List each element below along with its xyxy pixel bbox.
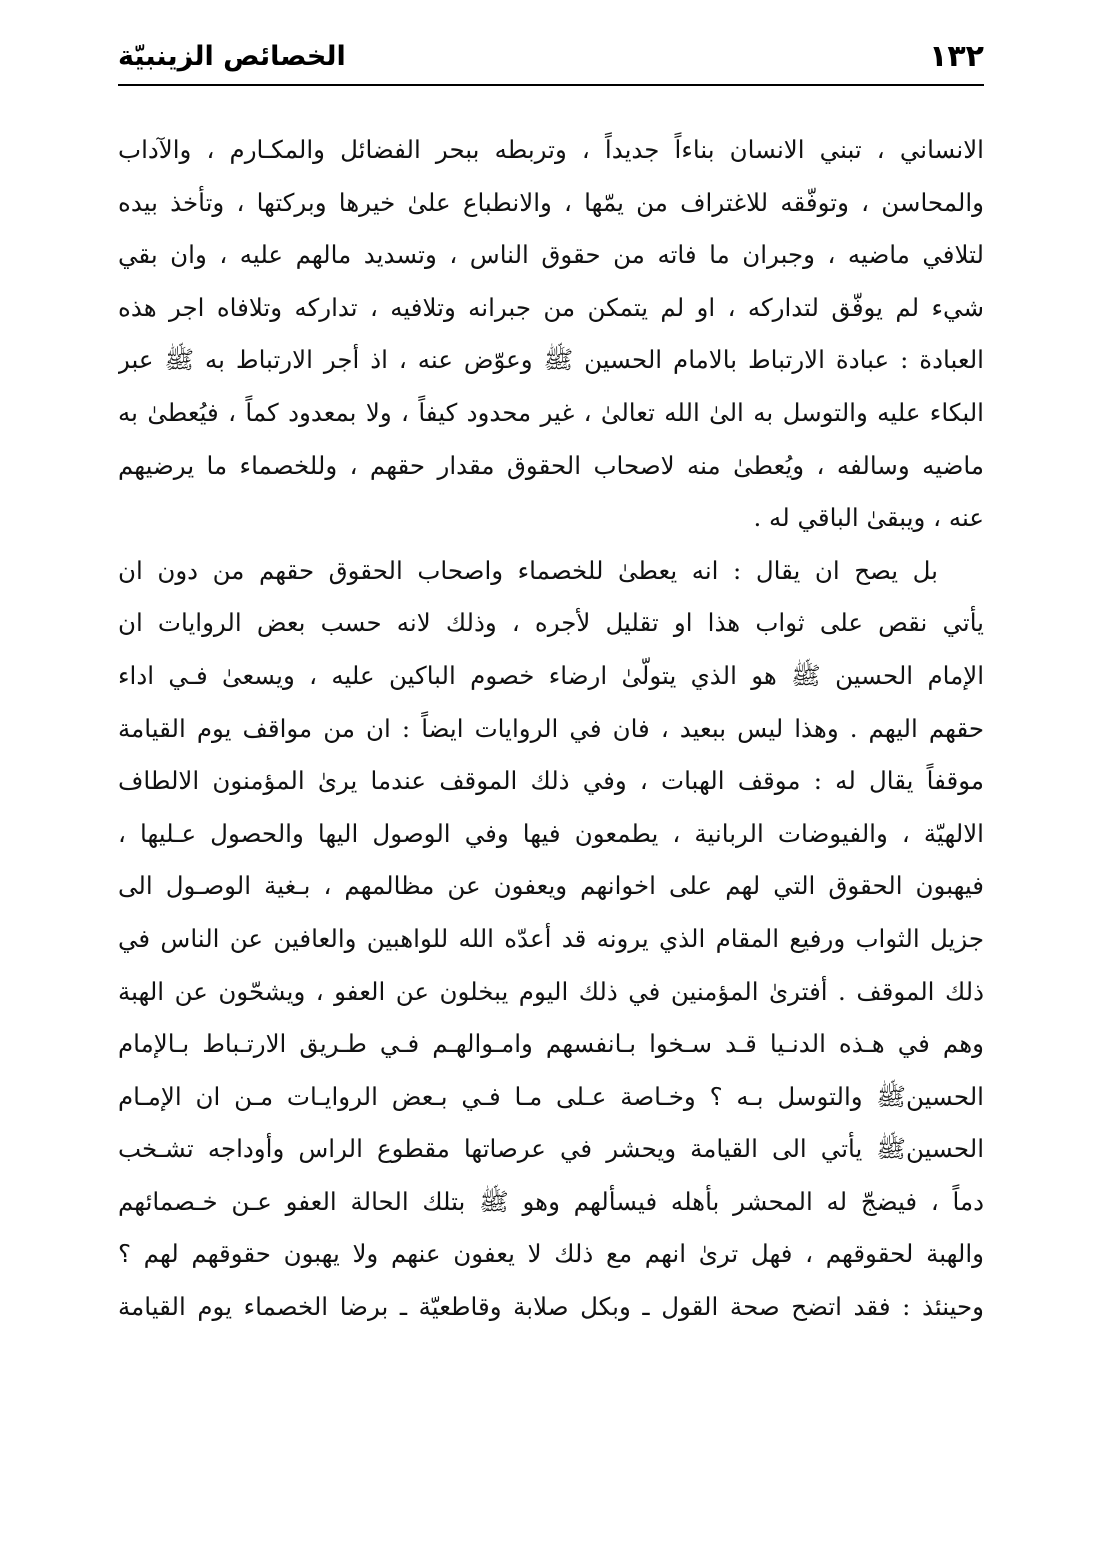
text-line: الحسينﷺ يأتي الى القيامة ويحشر في عرصاتها مقطوع الراس وأوداجه تشـخب: [118, 1134, 984, 1164]
running-header: [118, 32, 984, 80]
paragraph-2: [118, 545, 984, 1334]
text-line: ذلك الموقف . أفترىٰ المؤمنين في ذلك اليوم يبخلون عن العفو ، ويشحّون عن الهبة: [118, 976, 984, 1006]
text-line: الانساني ، تبني الانسان بناءاً جديداً ، وتربطه ببحر الفضائل والمكـارم ، والآداب: [118, 135, 984, 164]
text-line: والهبة لحقوقهم ، فهل ترىٰ انهم مع ذلك لا يعفون عنهم ولا يهبون حقوقهم لهم ؟: [118, 1239, 984, 1269]
text-line: جزيل الثواب ورفيع المقام الذي يرونه قد أعدّه الله للواهبين والعافين عن الناس في: [118, 923, 984, 953]
text-line: لتلافي ماضيه ، وجبران ما فاته من حقوق الناس ، وتسديد مالهم عليه ، وان بقي: [118, 240, 984, 270]
text-line: الإمام الحسين ﷺ هو الذي يتولّىٰ ارضاء خصوم الباكين عليه ، ويسعىٰ فـي اداء: [118, 660, 984, 690]
text-line: الالهيّة ، والفيوضات الربانية ، يطمعون فيها وفي الوصول اليها والحصول عـليها ،: [118, 818, 984, 848]
text-line: وحينئذ : فقد اتضح صحة القول ـ وبكل صلابة وقاطعيّة ـ برضا الخصماء يوم القيامة: [118, 1292, 984, 1322]
text-line: دماً ، فيضجّ له المحشر بأهله فيسألهم وهو ﷺ بتلك الحالة العفو عـن خـصمائهم: [118, 1186, 984, 1216]
text-line: حقهم اليهم . وهذا ليس ببعيد ، فان في الروايات ايضاً : ان من مواقف يوم القيامة: [118, 713, 984, 743]
text-line: الحسينﷺ والتوسل بـه ؟ وخـاصة عـلى مـا فـي بـعض الروايـات مـن ان الإمـام: [118, 1081, 984, 1111]
page-number: ١٣٢: [929, 38, 984, 74]
text-line: عنه ، ويبقىٰ الباقي له .: [753, 503, 984, 533]
book-title: الخصائص الزينبيّة: [118, 40, 346, 72]
text-line: ماضيه وسالفه ، ويُعطىٰ منه لاصحاب الحقوق مقدار حقهم ، وللخصماء ما يرضيهم: [118, 450, 984, 480]
text-line: وهم في هـذه الدنـيا قـد سـخوا بـانفسهم وامـوالهـم فـي طـريق الارتـباط بـالإمام: [118, 1029, 984, 1059]
text-line: يأتي نقص على ثواب هذا او تقليل لأجره ، وذلك لانه حسب بعض الروايات ان: [118, 608, 984, 638]
paragraph-1: [118, 124, 984, 545]
text-line: والمحاسن ، وتوفّقه للاغتراف من يمّها ، والانطباع علىٰ خيرها وبركتها ، وتأخذ بيده: [118, 187, 984, 217]
text-line: موقفاً يقال له : موقف الهبات ، وفي ذلك الموقف عندما يرىٰ المؤمنون الالطاف: [118, 766, 984, 796]
text-line: البكاء عليه والتوسل به الىٰ الله تعالىٰ ، غير محدود كيفاً ، ولا بمعدود كماً ، فيُعطىٰ به: [118, 397, 984, 427]
text-line: العبادة : عبادة الارتباط بالامام الحسين ﷺ وعوّض عنه ، اذ أجر الارتباط به ﷺ عبر: [118, 345, 984, 375]
header-divider: [118, 84, 984, 86]
body-text: [118, 124, 984, 1334]
text-line: شيء لم يوفّق لتداركه ، او لم يتمكن من جبرانه وتلافيه ، تداركه وتلافاه اجر هذه: [118, 292, 984, 322]
text-line: فيهبون الحقوق التي لهم على اخوانهم ويعفون عن مظالمهم ، بـغية الوصـول الى: [118, 871, 984, 901]
text-line: بل يصح ان يقال : انه يعطىٰ للخصماء واصحاب الحقوق حقهم من دون ان: [118, 555, 938, 585]
